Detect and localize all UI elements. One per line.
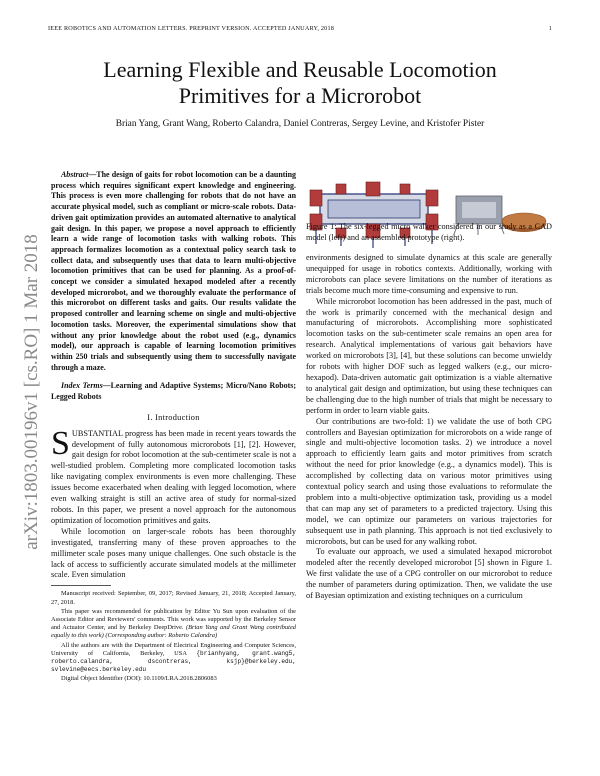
right-paragraph-2: Our contributions are two-fold: 1) we validate the use of both CPG controllers and Bayesian optimization for microrobots on a wide range of single and multi-objective locomotion tasks. 2) we introduce a novel approach to efficiently learn gaits and motor primitives from scratch without the need for prior knowledge (e.g., a dynamics model). This is accomplished by collecting data on various motor primitives using contextual policy search and using those evaluations to reformulate the problem into a multi-objective optimization task, providing us a model that can map any set of parameters to a predicted trajectory. Using this model, we can optimize our parameters on various trajectories for subsequent use in path planning. This approach is not tied exclusively to microrobots, but can be used for any walking robot.: [306, 416, 552, 546]
section-heading: I. Introduction: [147, 412, 200, 422]
footnote-emails: {brianhyang, grant.wang5, roberto.calandra, dscontreras, ksjp}@berkeley.edu, svlevine@eecs.berkeley.edu: [51, 649, 296, 674]
intro-paragraph-1-text: progress has been made in recent years towards the development of fully autonomous microrobots [1], [2]. However, gait design for robot locomotion at the sub-centimeter scale is not a well-studied problem. Completing more complicated locomotion tasks like navigating complex environments is even more challenging. These issues become exacerbated when dealing with legged locomotion, where even walking straight is still an active area of study for normal-sized robots. In this paper, we present a novel approach for the autonomous optimization of locomotion primitives and gaits.: [51, 428, 296, 525]
right-paragraph-0: environments designed to simulate dynamics at this scale are generally unequipped for usage in robotics contexts. Additionally, working with microrobots can place severe limitations on the number of iterations as trials become much more time-consuming and expensive to run.: [306, 253, 552, 295]
paper-title: Learning Flexible and Reusable Locomotion Primitives for a Microrobot: [103, 57, 497, 108]
right-column: [306, 253, 552, 602]
author-list: Brian Yang, Grant Wang, Roberto Calandra, Daniel Contreras, Sergey Levine, and Kristofer Pister: [115, 119, 485, 129]
intro-paragraph-2: While locomotion on larger-scale robots has been thoroughly investigated, transferring many of these proven approaches to the millimeter scale poses many unique challenges. One such obstacle is the lack of access to sufficiently accurate simulated models at the millimeter scale. Even simulation: [51, 526, 296, 580]
abstract-text: —The design of gaits for robot locomotion can be a daunting process which requires significant expert knowledge and engineering. This process is even more challenging for robots that do not have an accurate physical model, such as compliant or micro-scale robots. Data-driven gait optimization provides an automated alternative to analytical gait design. In this paper, we propose a novel approach to efficiently learn a wide range of locomotion tasks with walking robots. This approach formalizes locomotion as a contextual policy search task to collect data, and subsequently uses that data to learn multi-objective locomotion primitives that can be used for planning. As a proof-of-concept we consider a simulated hexapod modeled after a recently developed microrobot, and we thoroughly evaluate the performance of this microrobot on different tasks and gaits. Our results validate the proposed controller and learning scheme on single and multi-objective locomotion tasks. Moreover, the experimental simulations show that without any prior knowledge about the robot used (e.g., dynamics model), our approach is capable of learning locomotion primitives within 250 trials and subsequently using them to successfully navigate through a maze.: [51, 170, 296, 372]
index-terms-text: —Learning and Adaptive Systems; Micro/Nano Robots; Legged Robots: [51, 381, 296, 402]
intro-lead-word: UBSTANTIAL: [71, 428, 123, 438]
index-terms: [51, 381, 296, 402]
running-header: [48, 25, 552, 32]
page-number: 1: [548, 25, 552, 32]
figure-1-caption: Figure 1: The six-legged micro walker considered in our study as a CAD model (left) and an assembled prototype (right).: [306, 222, 552, 242]
footnote-rule: [51, 585, 111, 586]
footnote-received: Manuscript received: September, 09, 2017; Revised January, 21, 2018; Accepted January, 27, 2018.: [51, 590, 296, 606]
arxiv-stamp-text: arXiv:1803.00196v1 [cs.RO] 1 Mar 2018: [21, 234, 42, 550]
footnote-recommendation-text: This paper was recommended for publication by Editor Yu Sun upon evaluation of the Associate Editor and Reviewers' comments. This work was supported by the Berkeley Sensor and Actuator Center, and by Berkeley DeepDrive.: [51, 607, 296, 632]
journal-header: IEEE ROBOTICS AND AUTOMATION LETTERS. PREPRINT VERSION. ACCEPTED JANUARY, 2018: [48, 25, 335, 32]
right-paragraph-1: While microrobot locomotion has been addressed in the past, much of the work is primarily concerned with the mechanical design and manufacturing of microrobots. Accomplishing more sophisticated locomotion tasks on the sub-centimeter scale remains an open area for research. Analytical implementations of various gait behaviors have worked on microrobots [3], [4], but these solutions can become unwieldy for robots with higher DOF such as legged walkers (e.g., our micro-hexapod). Data-driven automatic gait optimization is a viable alternative to analytical gait design and optimization, but using these techniques can be challenging due to the high number of trials that might be necessary to perform in order to learn viable gaits.: [306, 296, 552, 415]
intro-paragraph-1: [51, 424, 296, 527]
abstract: [51, 170, 296, 373]
footnote-affiliation-text: All the authors are with the Department of Electrical Engineering and Computer Sciences, University of California, Berkeley, USA: [51, 641, 296, 657]
footnote-affiliation: [51, 642, 296, 675]
footnote-contribution: (Brian Yang and Grant Wang contributed equally to this work) (Corresponding author: Roberto Calandra): [51, 624, 296, 640]
index-terms-label: Index Terms: [61, 381, 103, 391]
footnote-recommendation: [51, 608, 296, 641]
abstract-label: Abstract: [61, 170, 89, 179]
footnote-doi: Digital Object Identifier (DOI): 10.1109/LRA.2018.2806083: [61, 675, 217, 683]
left-column: [51, 170, 296, 684]
drop-cap: S: [51, 424, 70, 462]
right-paragraph-3: To evaluate our approach, we used a simulated hexapod microrobot modeled after the recently developed microrobot [5] shown in Figure 1. We first validate the use of a CPG controller on our microrobot to reduce the number of parameters during optimization. Then, we validate the use of Bayesian optimization and existing techniques on a curriculum: [306, 547, 552, 601]
arxiv-stamp: [14, 202, 50, 582]
